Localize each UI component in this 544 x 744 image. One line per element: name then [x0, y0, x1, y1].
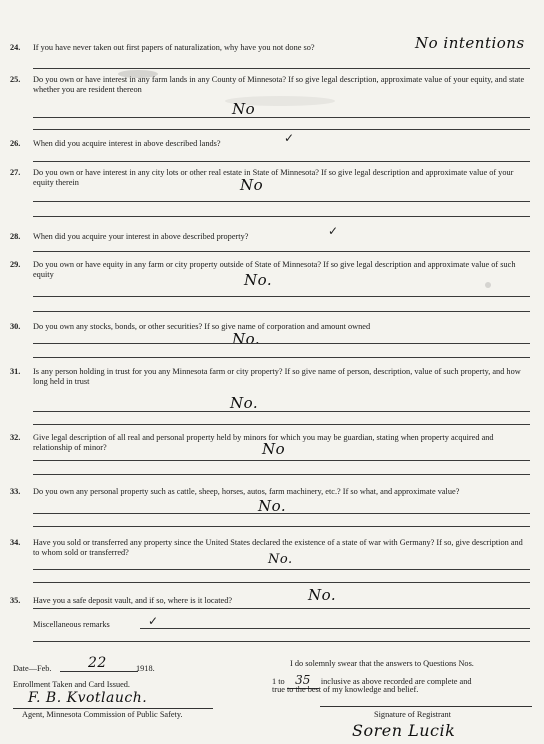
answer-line: [140, 628, 530, 629]
handwritten-answer-25: No: [232, 100, 256, 118]
answer-line: [33, 216, 530, 217]
answer-line: [33, 608, 530, 609]
answer-line: [33, 513, 530, 514]
question-text: Do you own any personal property such as cattle, sheep, horses, autos, farm machinery, etc.? If so what, and approximate value?: [33, 487, 460, 496]
signature-label: Signature of Registrant: [374, 710, 451, 719]
answer-line: [33, 357, 530, 358]
handwritten-answer-35: No.: [308, 586, 337, 604]
check-mark-28: ✓: [328, 224, 339, 238]
answer-line: [33, 117, 530, 118]
question-text: Do you own any stocks, bonds, or other securities? If so give name of corporation and amount owned: [33, 322, 371, 331]
oath-line-1: I do solemnly swear that the answers to Questions Nos.: [290, 659, 474, 668]
handwritten-answer-24: No intentions: [415, 34, 525, 52]
question-number: 25.: [10, 75, 21, 84]
question-text: Do you own or have interest in any city lots or other real estate in State of Minnesota? If so give legal description and approximate value of your equity therein: [33, 168, 514, 188]
question-number: 32.: [10, 433, 21, 442]
question-text: Do you own or have interest in any farm lands in any County of Minnesota? If so give legal description, approximate value of your equity, and state whether you are resident thereon: [33, 75, 525, 95]
question-number: 27.: [10, 168, 21, 177]
question-text: Have you sold or transferred any property since the United States declared the existence of a state of war with Germany? If so, give description and to whom sold or transferred?: [33, 538, 523, 558]
answer-line: [33, 582, 530, 583]
question-text: Do you own or have equity in any farm or city property outside of State of Minnesota? If so give legal description and approximate value of such equity: [33, 260, 516, 280]
answer-line: [33, 161, 530, 162]
handwritten-answer-30: No.: [232, 330, 261, 348]
question-number: 29.: [10, 260, 21, 269]
registrant-signature-line: [320, 706, 532, 707]
question-30: [10, 322, 530, 332]
question-27: [10, 168, 530, 189]
agent-signature: F. B. Kvotlauch.: [28, 690, 148, 706]
oath-text-2: inclusive as above recorded are complete and: [320, 677, 472, 686]
answer-line: [33, 641, 530, 642]
question-number: 24.: [10, 43, 21, 52]
question-31: [10, 367, 530, 388]
handwritten-answer-32: No: [262, 440, 286, 458]
answer-line: [33, 474, 530, 475]
oath-question-count: 35: [287, 673, 319, 689]
misc-remarks-label: Miscellaneous remarks: [33, 620, 110, 629]
handwritten-date-day: 22: [88, 655, 107, 671]
handwritten-answer-34: No.: [268, 552, 293, 567]
ink-spot: [485, 282, 491, 288]
answer-line: [33, 569, 530, 570]
answer-line: [33, 526, 530, 527]
date-year: 1918.: [136, 664, 155, 673]
question-text: When did you acquire your interest in above described property?: [33, 232, 249, 241]
enrollment-text: Enrollment Taken and Card Issued.: [13, 680, 131, 689]
answer-line: [33, 296, 530, 297]
question-35: [10, 596, 530, 606]
oath-line-3: true to the best of my knowledge and belief.: [272, 685, 419, 694]
question-text: If you have never taken out first papers of naturalization, why have you not done so?: [33, 43, 315, 52]
question-25: [10, 75, 530, 96]
answer-line: [33, 129, 530, 130]
handwritten-answer-27: No: [240, 176, 264, 194]
answer-line: [33, 201, 530, 202]
handwritten-answer-33: No.: [258, 497, 287, 515]
answer-line: [33, 460, 530, 461]
check-mark-misc: ✓: [148, 614, 159, 628]
answer-line: [33, 343, 530, 344]
question-number: 30.: [10, 322, 21, 331]
answer-line: [33, 68, 530, 69]
question-28: [10, 232, 530, 242]
answer-line: [33, 411, 530, 412]
question-text: Have you a safe deposit vault, and if so, where is it located?: [33, 596, 233, 605]
answer-line: [33, 311, 530, 312]
question-text: Give legal description of all real and personal property held by minors for which you may be guardian, stating when property acquired and relationship of minor?: [33, 433, 494, 453]
handwritten-answer-29: No.: [244, 271, 273, 289]
question-number: 34.: [10, 538, 21, 547]
agent-signature-line: [13, 708, 213, 709]
question-number: 33.: [10, 487, 21, 496]
question-33: [10, 487, 530, 497]
agent-title: Agent, Minnesota Commission of Public Safety.: [22, 710, 183, 719]
registrant-signature: Soren Lucik: [352, 721, 456, 740]
check-mark-26: ✓: [284, 131, 295, 145]
question-text: When did you acquire interest in above described lands?: [33, 139, 221, 148]
question-number: 28.: [10, 232, 21, 241]
handwritten-answer-31: No.: [230, 394, 259, 412]
answer-line: [33, 424, 530, 425]
date-label: Date—Feb.: [13, 664, 52, 673]
oath-prefix: 1 to: [272, 677, 285, 686]
question-26: [10, 139, 530, 149]
question-number: 31.: [10, 367, 21, 376]
question-text: Is any person holding in trust for you any Minnesota farm or city property? If so give name of person, description, value of such property, and how long held in trust: [33, 367, 521, 387]
question-number: 35.: [10, 596, 21, 605]
question-number: 26.: [10, 139, 21, 148]
answer-line: [33, 251, 530, 252]
